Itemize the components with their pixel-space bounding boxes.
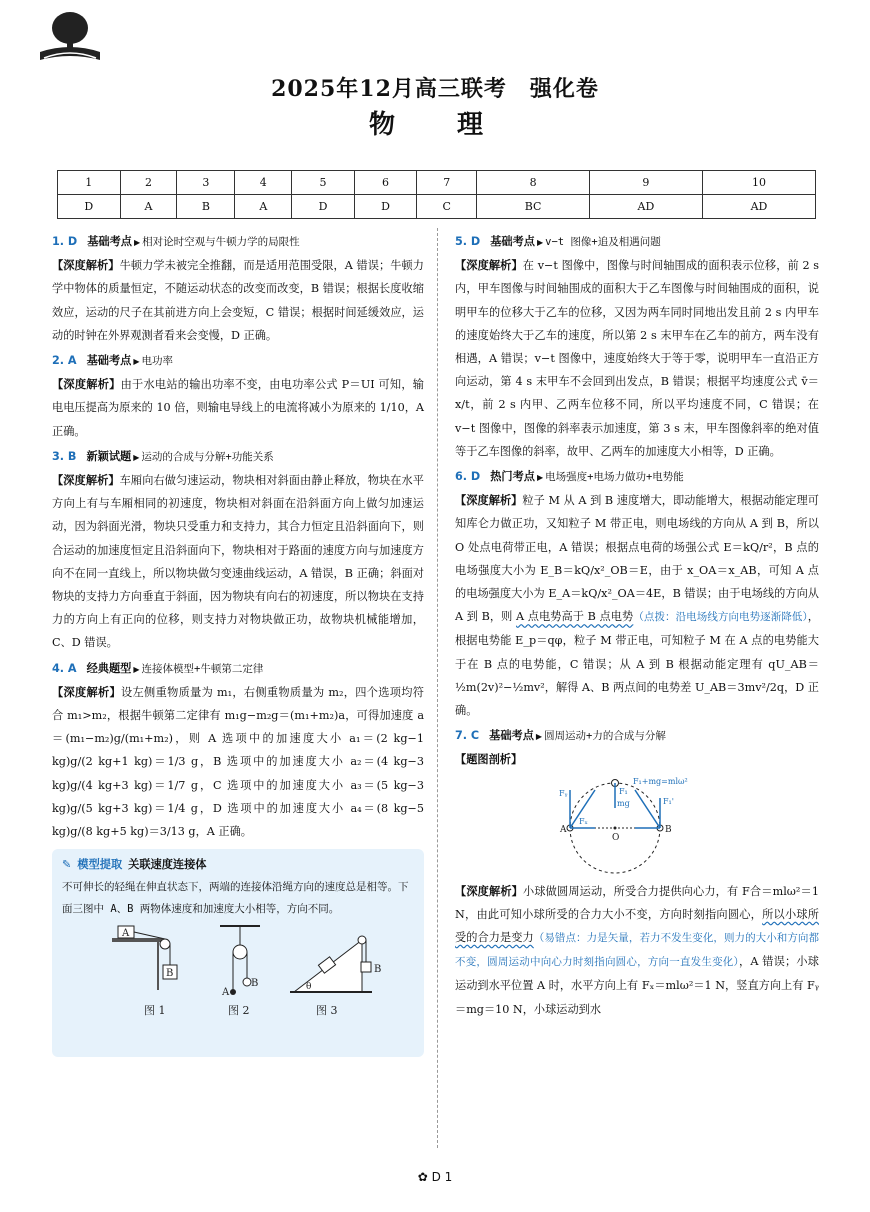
- analysis-text: 由于水电站的输出功率不变，由电功率公式 P＝UI 可知，输电电压提高为原来的 10 倍，则输电导线上的电流将减小为原来的 1/10，A 正确。: [52, 378, 424, 438]
- question-7: [455, 724, 819, 1021]
- analysis-text-cont: ，A 错误；小球运动到水平位置 A 时，水平方向上有 Fₓ＝mlω²＝1 N，竖直方向上有 Fᵧ＝mg＝10 N，小球运动到水: [455, 955, 819, 1016]
- fig-point-a: A: [560, 824, 567, 835]
- footer-logo-icon: ✿: [417, 1170, 432, 1184]
- question-tag: 热门考点: [490, 470, 535, 484]
- fig3-letter-b: B: [374, 964, 382, 976]
- question-number: 2. A: [52, 354, 77, 368]
- answer-number: 10: [702, 171, 815, 195]
- question-topic: 圆周运动+力的合成与分解: [544, 730, 666, 743]
- analysis-text: 在 v−t 图像中，图像与时间轴围成的面积表示位移，前 2 s 内，甲车图像与时间轴围成的面积大于乙车图像与时间轴围成的面积，说明甲车的位移大于乙车的位移，又因为两车同时同地出发且前 2 s 内甲车的速度始终大于乙车的速度，所以第 2 s 末甲车在乙车的前方，两车没有相遇，A 错误；v−t 图像中，速度始终大于等于零，说明甲车一直沿正方向运动，第 4 s 末甲车不会回到出发点，B 错误；根据平均速度公式 v̄＝x/t，前 2 s 内甲、乙两车位移不同，所以平均速度不同，C 错误；在 v−t 图像中，图像的斜率表示加速度，第 3 s 末，甲车图像斜率的绝对值等于乙车图像的斜率，故甲、乙两车的加速度大小相等，D 正确。: [455, 259, 819, 458]
- page-title: 2025年12月高三联考 强化卷: [271, 76, 599, 102]
- question-number: 4. A: [52, 661, 77, 675]
- answer-cell: C: [417, 195, 477, 219]
- fig2-letter-b: B: [251, 978, 259, 990]
- analysis-text: 粒子 M 从 A 到 B 速度增大，即动能增大，根据动能定理可知库仑力做正功，又知粒子 M 带正电，则电场线的方向从 A 到 B，所以 O 处点电荷带正电，A 错误；根据点电荷的场强公式 E＝kQ/r²，B 点的电场强度大小为 E_B＝kQ/x²_OB＝E，由于 x_OA＝x_AB，可知 A 点的电场强度大小为 E_A＝kQ/x²_OA＝4E，B 错误；由于电场线的方向从 A 到 B，则: [455, 494, 819, 624]
- fig-point-o: O: [612, 832, 620, 843]
- question-number: 5. D: [455, 235, 481, 248]
- fig-f1-prime: F₁': [663, 796, 674, 806]
- question-number: 7. C: [455, 729, 480, 743]
- question-tag: 新颖试题: [86, 449, 132, 463]
- question-tag: 基础考点: [86, 354, 132, 368]
- answer-number: 6: [354, 171, 417, 195]
- left-column: [52, 228, 424, 1057]
- analysis-label: 【深度解析】: [455, 258, 523, 273]
- answer-number: 1: [58, 171, 121, 195]
- question-topic: 电场强度+电场力做功+电势能: [545, 471, 684, 484]
- question-number: 3. B: [52, 449, 77, 463]
- question-6: [455, 465, 819, 722]
- answer-cell: A: [235, 195, 292, 219]
- answer-number: 7: [417, 171, 477, 195]
- pencil-icon: ✎: [62, 858, 72, 872]
- subject-title: 物 理: [368, 110, 501, 140]
- question-3: [52, 445, 424, 655]
- analysis-label: 【深度解析】: [52, 377, 121, 392]
- question-topic: 电功率: [141, 355, 174, 368]
- answer-number: 5: [292, 171, 355, 195]
- right-column: [455, 228, 819, 1021]
- fig1-letter-a: A: [122, 928, 130, 940]
- fig2-letter-a: A: [222, 987, 230, 999]
- triangle-icon: ▶: [133, 664, 140, 674]
- underlined-text: A 点电势高于 B 点电势: [516, 610, 634, 624]
- answer-cell: B: [177, 195, 235, 219]
- pulley-figures: [62, 920, 412, 1040]
- analysis-text: 牛顿力学未被完全推翻，而是适用范围受限，A 错误；牛顿力学中物体的质量恒定，不随运动状态的改变而改变，B 错误；根据长度收缩效应，运动的尺子在其前进方向上会变短，C 错误；根据时间延缓效应，运动的时钟在外界观测者看来会变慢，D 正确。: [52, 259, 424, 342]
- fig-f1: F₁: [619, 786, 628, 796]
- question-number: 6. D: [455, 470, 481, 484]
- fig-formula: F₁+mg=mlω²: [633, 776, 688, 786]
- analysis-text: 设左侧重物质量为 m₁，右侧重物质量为 m₂，四个选项均符合 m₁>m₂，根据牛顿第二定律有 m₁g−m₂g＝(m₁+m₂)a，可得加速度 a＝(m₁−m₂)g/(m₁+m₂)，则 A 选项中的加速度大小 a₁＝(2 kg−1 kg)g/(2 kg+1 kg)＝1/3 g，B 选项中的加速度大小 a₂＝(4 kg−3 kg)g/(4 kg+3 kg)＝1/7 g，C 选项中的加速度大小 a₃＝(5 kg−3 kg)g/(5 kg+3 kg)＝1/4 g，D 选项中的加速度大小 a₄＝(8 kg−5 kg)g/(8 kg+5 kg)＝3/13 g，A 正确。: [52, 685, 424, 839]
- answer-cell: AD: [702, 195, 815, 219]
- note-text: （点拨：沿电场线方向电势逐渐降低）: [633, 611, 808, 624]
- answer-number: 9: [589, 171, 702, 195]
- fig-label-2: 图 2: [228, 1004, 250, 1018]
- answer-number: 3: [177, 171, 235, 195]
- answer-table-answers: [58, 195, 816, 219]
- model-text: 不可伸长的轻绳在伸直状态下，两端的连接体沿绳方向的速度总是相等。下面三图中 A、B 两物体速度和加速度大小相等，方向不同。: [62, 881, 409, 916]
- answer-cell: D: [58, 195, 121, 219]
- fig-mg: mg: [617, 798, 630, 808]
- analysis-label: 【深度解析】: [455, 883, 523, 898]
- question-topic: 运动的合成与分解+功能关系: [141, 450, 274, 463]
- answer-cell: A: [120, 195, 177, 219]
- model-badge: 模型提取: [77, 858, 123, 872]
- note-text: （易错点：力是矢量，若力不发生变化，则力的大小和方向都不变，圆周运动中向心力时刻指向圆心，方向一直发生变化）: [455, 932, 819, 969]
- answer-table: [57, 170, 816, 219]
- question-tag: 基础考点: [489, 729, 534, 743]
- analysis-text: 车厢向右做匀速运动，物块相对斜面由静止释放，物块在水平方向上有与车厢相同的初速度，物块相对斜面在沿斜面方向上做匀加速运动，因为斜面光滑，物块只受重力和支持力，其合力恒定且沿斜面向下，则合运动的加速度恒定且沿斜面向下，物块相对于路面的速度方向与加速度方向不在同一直线上，所以物块做匀变速曲线运动，A 错误，B 正确；斜面对物块的支持力方向垂直于斜面，因为物块有向右的初速度，所以物块在支持力的方向上有正向的位移，则支持力对物块做正功，故物块机械能增加，C、D 错误。: [52, 474, 424, 650]
- triangle-icon: ▶: [535, 732, 543, 742]
- fig-label-3: 图 3: [316, 1004, 338, 1018]
- answer-cell: D: [292, 195, 355, 219]
- answer-table-numbers: [58, 171, 816, 195]
- answer-number: 4: [235, 171, 292, 195]
- figure-analysis-label: 【题图剖析】: [455, 752, 523, 767]
- analysis-label: 【深度解析】: [455, 493, 523, 508]
- page-number: D 1: [431, 1170, 453, 1184]
- question-number: 1. D: [52, 235, 78, 248]
- fig-fx: Fₓ: [579, 816, 588, 826]
- answer-cell: AD: [589, 195, 702, 219]
- question-tag: 基础考点: [87, 235, 132, 248]
- question-5: [455, 230, 819, 463]
- column-divider: [437, 228, 438, 1148]
- circular-motion-figure: [535, 776, 715, 876]
- question-topic: v−t 图像+追及相遇问题: [545, 236, 661, 248]
- triangle-icon: ▶: [536, 238, 544, 247]
- fig-point-b: B: [665, 824, 672, 835]
- question-tag: 经典题型: [86, 661, 132, 675]
- answer-cell: BC: [477, 195, 590, 219]
- question-topic: 连接体模型+牛顿第二定律: [141, 662, 264, 675]
- fig3-theta: θ: [306, 982, 312, 993]
- fig1-letter-b: B: [166, 968, 174, 980]
- triangle-icon: ▶: [133, 238, 141, 247]
- answer-number: 2: [120, 171, 177, 195]
- answer-number: 8: [477, 171, 590, 195]
- question-1: [52, 230, 424, 347]
- fig-label-1: 图 1: [144, 1004, 166, 1018]
- question-tag: 基础考点: [490, 235, 535, 248]
- analysis-text: 小球做圆周运动，所受合力提供向心力，有 F合＝mlω²＝1 N，由此可知小球所受的合力大小不变，方向时刻指向圆心，: [455, 884, 819, 921]
- model-box: [52, 849, 424, 1056]
- answer-cell: D: [354, 195, 417, 219]
- fig-fy: Fᵧ: [559, 788, 568, 798]
- analysis-label: 【深度解析】: [52, 258, 120, 273]
- analysis-label: 【深度解析】: [52, 684, 122, 699]
- triangle-icon: ▶: [133, 357, 140, 367]
- page-footer: [0, 1170, 870, 1184]
- underlined-text: 所以小球所受的合力是变力: [455, 907, 819, 945]
- question-4: [52, 657, 424, 844]
- question-topic: 相对论时空观与牛顿力学的局限性: [142, 236, 300, 248]
- analysis-text-cont: ，根据电势能 E_p＝qφ，粒子 M 带正电，可知粒子 M 在 A 点的电势能大于在 B 点的电势能，C 错误；从 A 到 B 根据动能定理有 qU_AB＝½m(2v)²−½mv²，解得 A、B 两点间的电势差 U_AB＝3mv²/2q，D 正确。: [455, 610, 819, 718]
- model-title: 关联速度连接体: [128, 858, 207, 872]
- triangle-icon: ▶: [133, 452, 140, 462]
- publisher-logo: [30, 8, 110, 68]
- triangle-icon: ▶: [536, 473, 544, 483]
- analysis-label: 【深度解析】: [52, 473, 120, 488]
- question-2: [52, 349, 424, 443]
